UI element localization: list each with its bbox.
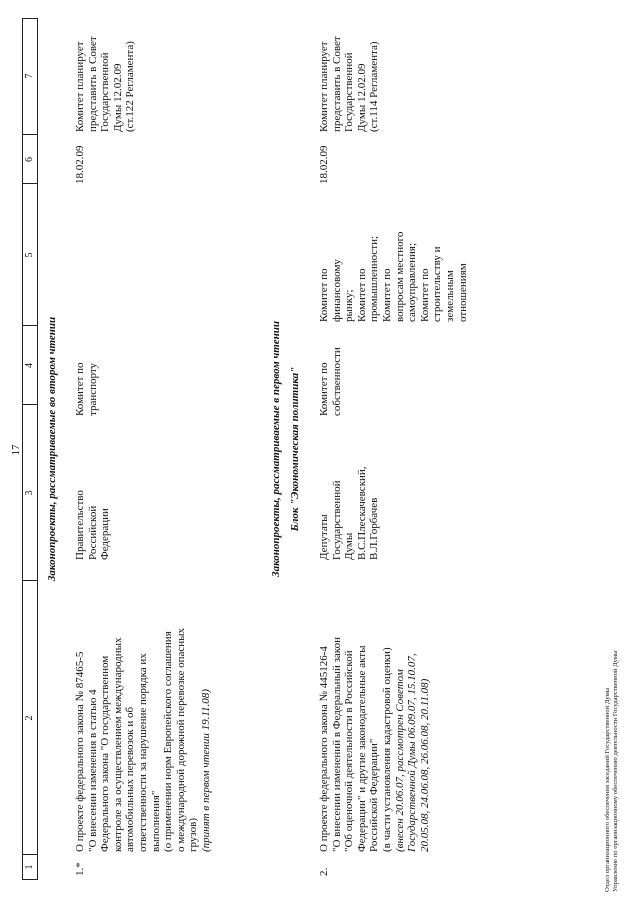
committee-plan: Комитет планирует представить в Совет Государственной Думы 12.02.09 (ст.122 Регламента) (74, 36, 137, 132)
bill-status-note: (внесен 20.06.07, рассмотрен Советом Государственной Думы 06.09.07, 15.10.07, 20.05.08, 24.06.08, 26.06.08, 20.11.08) (393, 653, 431, 852)
co-executor-committees: Комитет по финансовому рынку; Комитет по промышленности; Комитет по вопросам местного самоуправления; Комитет по строительству и земельным отношениям (318, 231, 469, 322)
page-number: 17 (10, 444, 22, 456)
bill-title: О проекте федерального закона № 87465-5 "О внесении изменения в статью 4 Федерального закона "О государственном контроле за осуществлением международных автомобильных перевозок и об ответственности за нарушение порядка их выполнения" (о применении норм Европейского соглашения о международной дорожной перевозке опасных грузов) (принят в первом чтении 19.11.08) (74, 577, 213, 852)
header-col-6: 6 (24, 157, 35, 162)
bill-author: Правительство Российской Федерации (74, 490, 112, 560)
header-col-1: 1 (24, 864, 35, 870)
consideration-date: 18.02.09 (74, 145, 86, 184)
header-col-3: 3 (24, 490, 35, 496)
header-col-4: 4 (24, 363, 35, 368)
header-col-7: 7 (24, 73, 35, 79)
header-col-5: 5 (24, 252, 35, 258)
consideration-date: 18.02.09 (318, 145, 330, 184)
responsible-committee: Комитет по собственности (318, 347, 343, 416)
bill-author: Депутаты Государственной Думы В.С.Плескачевский, В.Л.Горбачев (318, 466, 381, 560)
bill-status-note: (принят в первом чтении 19.11.08) (199, 689, 212, 852)
section-heading-first-reading: Законопроекты, рассматриваемые в первом чтении (270, 321, 282, 577)
block-heading: Блок "Экономическая политика" (289, 366, 301, 532)
bill-title: О проекте федерального закона № 445126-4 "О внесении изменений в Федеральный закон "Об оценочной деятельности в Российской Федерации" и другие законодательные акты Российской Федерации" (в части установления кадастровой оценки) (внесен 20.06.07, рассмотрен Советом Государственной Думы 06.09.07, 15.10.07, 20.05.08, 24.06.08, 26.06.08, 20.11.08) (318, 577, 431, 852)
row-number: 2. (318, 867, 330, 876)
responsible-committee: Комитет по транспорту (74, 362, 99, 416)
committee-plan: Комитет планирует представить в Совет Государственной Думы 12.02.09 (ст.114 Регламента) (318, 36, 381, 132)
row-number: 1.* (74, 862, 86, 876)
section-heading-second-reading: Законопроекты, рассматриваемые во втором чтении (46, 316, 58, 582)
header-col-2: 2 (24, 715, 35, 721)
page-footer: Отдел организационного обеспечения заседаний Государственной Думы Управление по организационному обеспечению деятельности Государственной Думы (604, 650, 619, 892)
table-header (22, 18, 38, 880)
